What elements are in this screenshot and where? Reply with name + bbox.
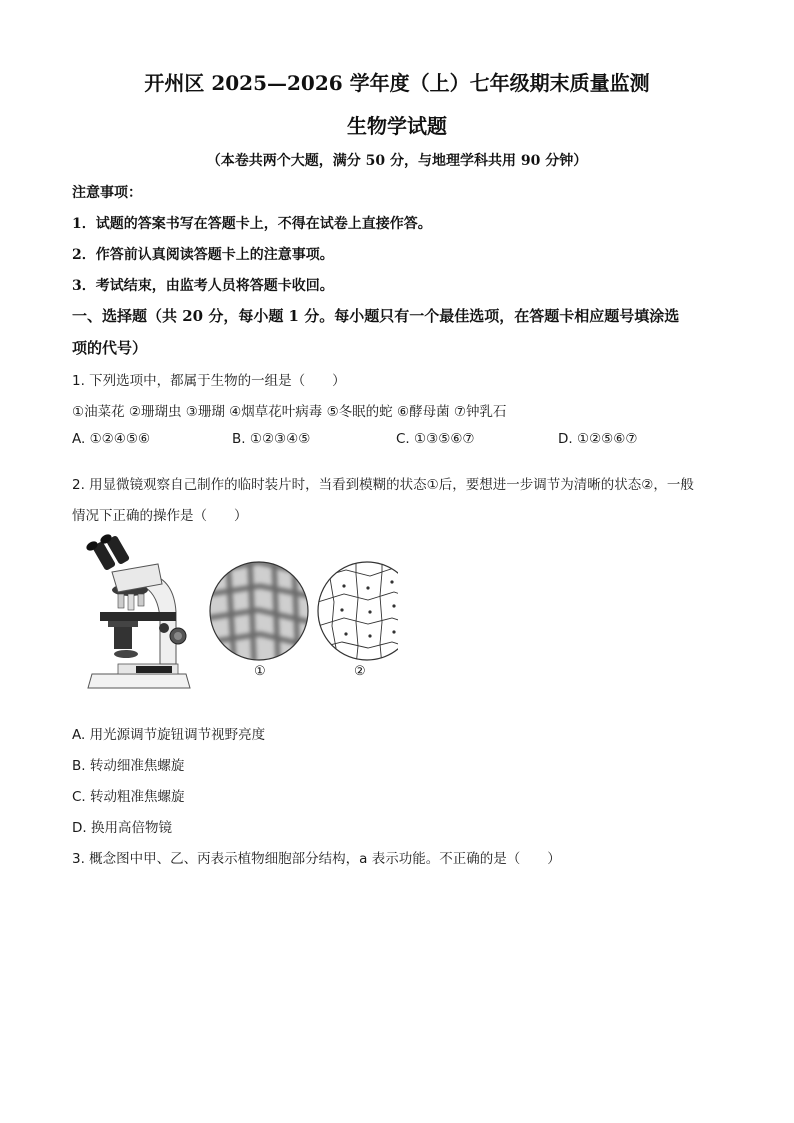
question-2-figure: [78, 532, 398, 702]
figure-label-1: ①: [254, 664, 266, 679]
notice-heading: 注意事项：: [72, 185, 142, 201]
question-1-stem: 1. 下列选项中，都属于生物的一组是（ ）: [72, 373, 346, 389]
question-1-option-c[interactable]: C. ①③⑤⑥⑦: [396, 431, 475, 447]
question-2-option-a[interactable]: A. 用光源调节旋钮调节视野亮度: [72, 727, 266, 743]
clear-view-image: [318, 560, 398, 666]
microscope-icon: [85, 533, 190, 688]
section-heading: 一、选择题（共 20 分，每小题 1 分。每小题只有一个最佳选项，在答题卡相应题号填涂选: [72, 307, 680, 325]
question-1-items: ①油菜花 ②珊瑚虫 ③珊瑚 ④烟草花叶病毒 ⑤冬眠的蛇 ⑥酵母菌 ⑦钟乳石: [72, 404, 507, 420]
page-subtitle: 生物学试题: [347, 114, 447, 138]
blurry-view-image: [208, 562, 310, 662]
notice-item: 3．考试结束，由监考人员将答题卡收回。: [72, 278, 334, 294]
microscope-figure: [78, 532, 398, 702]
question-3-stem: 3. 概念图中甲、乙、丙表示植物细胞部分结构，a 表示功能。不正确的是（ ）: [72, 851, 561, 867]
section-heading-cont: 项的代号）: [72, 339, 148, 357]
question-2-option-c[interactable]: C. 转动粗准焦螺旋: [72, 789, 185, 805]
question-1-option-d[interactable]: D. ①②⑤⑥⑦: [558, 431, 638, 447]
page-title: 开州区 2025—2026 学年度（上）七年级期末质量监测: [144, 71, 650, 95]
question-2-stem-cont: 情况下正确的操作是（ ）: [72, 508, 248, 524]
notice-item: 2．作答前认真阅读答题卡上的注意事项。: [72, 247, 334, 263]
question-2-option-b[interactable]: B. 转动细准焦螺旋: [72, 758, 185, 774]
question-2-stem: 2. 用显微镜观察自己制作的临时装片时，当看到模糊的状态①后，要想进一步调节为清晰的状态②，一般: [72, 477, 694, 493]
figure-label-2: ②: [354, 664, 366, 679]
question-1-option-a[interactable]: A. ①②④⑤⑥: [72, 431, 151, 447]
notice-item: 1．试题的答案书写在答题卡上，不得在试卷上直接作答。: [72, 216, 432, 232]
question-2-option-d[interactable]: D. 换用高倍物镜: [72, 820, 172, 836]
exam-info: （本卷共两个大题，满分 50 分，与地理学科共用 90 分钟）: [206, 153, 588, 169]
question-1-option-b[interactable]: B. ①②③④⑤: [232, 431, 311, 447]
